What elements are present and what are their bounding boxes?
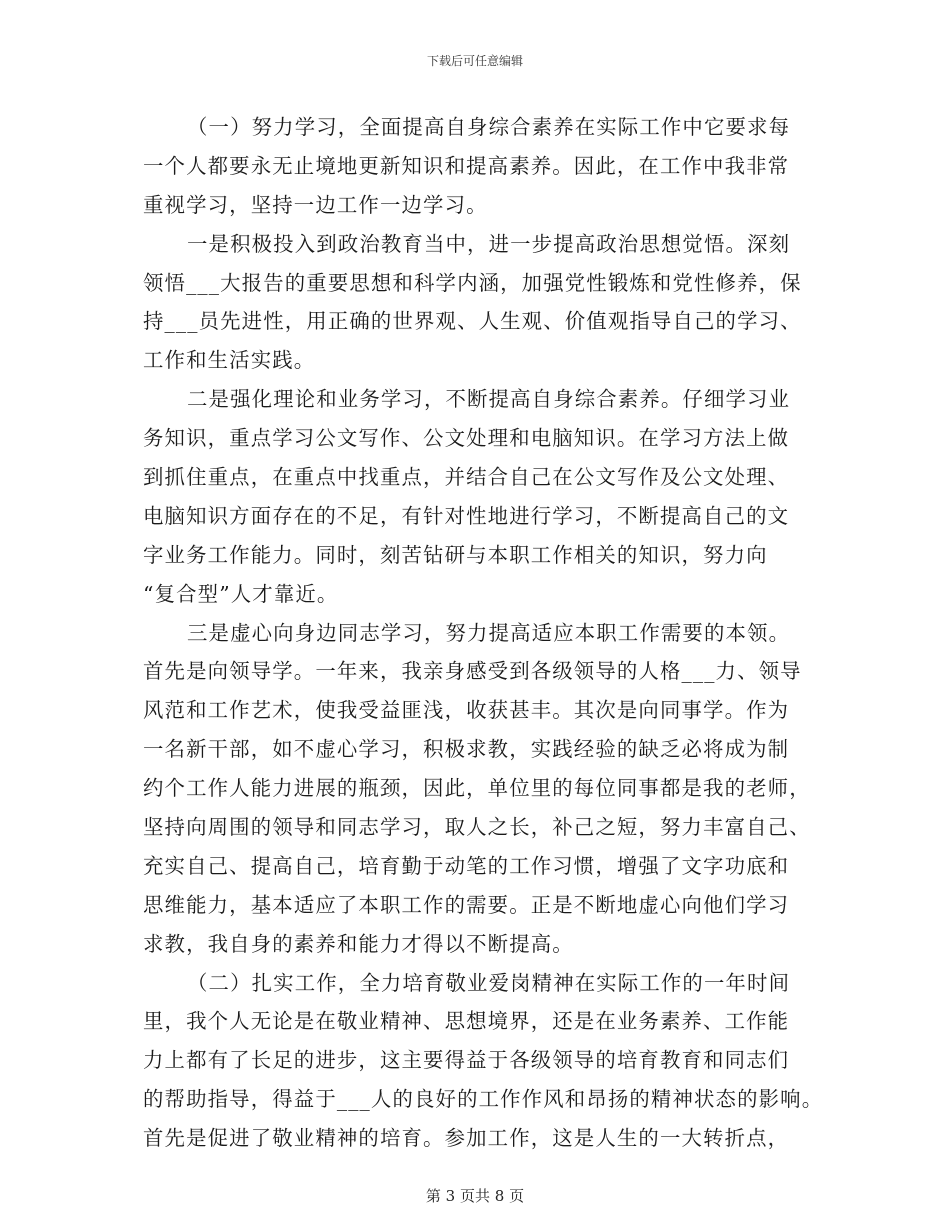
text-line: 里，我个人无论是在敬业精神、思想境界，还是在业务素养、工作能 (143, 1009, 790, 1034)
text-line: 一个人都要永无止境地更新知识和提高素养。因此，在工作中我非常 (143, 153, 790, 178)
text-line: 求教，我自身的素养和能力才得以不断提高。 (143, 931, 574, 956)
text-line: 到抓住重点，在重点中找重点，并结合自己在公文写作及公文处理、 (143, 465, 790, 490)
page-header: 下载后可任意编辑 (426, 54, 523, 68)
text-line: 二是强化理论和业务学习，不断提高自身综合素养。仔细学习业 (187, 387, 791, 412)
text-line: 领悟___大报告的重要思想和科学内涵，加强党性锻炼和党性修养，保 (143, 270, 802, 295)
text-line: 充实自己、提高自己，培育勤于动笔的工作习惯，增强了文字功底和 (143, 853, 790, 878)
text-line: 务知识，重点学习公文写作、公文处理和电脑知识。在学习方法上做 (143, 426, 790, 451)
text-line: 字业务工作能力。同时，刻苦钻研与本职工作相关的知识，努力向 (143, 542, 768, 567)
text-line: “复合型”人才靠近。 (143, 581, 339, 606)
text-line: 三是虚心向身边同志学习，努力提高适应本职工作需要的本领。 (187, 620, 791, 645)
text-line: 思维能力，基本适应了本职工作的需要。正是不断地虚心向他们学习 (143, 892, 790, 917)
text-line: 力上都有了长足的进步，这主要得益于各级领导的培育教育和同志们 (143, 1048, 790, 1073)
text-line: 一是积极投入到政治教育当中，进一步提高政治思想觉悟。深刻 (187, 231, 791, 256)
text-line: 电脑知识方面存在的不足，有针对性地进行学习，不断提高自己的文 (143, 503, 790, 528)
text-line: 一名新干部，如不虚心学习，积极求教，实践经验的缺乏必将成为制 (143, 737, 790, 762)
document-body (143, 108, 823, 1158)
text-line: 风范和工作艺术，使我受益匪浅，收获甚丰。其次是向同事学。作为 (143, 698, 790, 723)
text-line: 工作和生活实践。 (143, 348, 316, 373)
text-line: 持___员先进性，用正确的世界观、人生观、价值观指导自己的学习、 (143, 309, 802, 334)
text-line: 首先是向领导学。一年来，我亲身感受到各级领导的人格___力、领导 (143, 659, 802, 684)
text-line: （二）扎实工作，全力培育敬业爱岗精神在实际工作的一年时间 (187, 970, 791, 995)
text-line: 坚持向周围的领导和同志学习，取人之长，补己之短，努力丰富自己、 (143, 815, 811, 840)
text-line: 约个工作人能力进展的瓶颈，因此，单位里的每位同事都是我的老师， (143, 776, 811, 801)
text-line: 首先是促进了敬业精神的培育。参加工作，这是人生的一大转折点， (143, 1126, 790, 1151)
page-footer: 第 3 页共 8 页 (425, 1187, 525, 1205)
text-line: 的帮助指导，得益于___人的良好的工作作风和昂扬的精神状态的影响。 (143, 1087, 824, 1112)
text-line: （一）努力学习，全面提高自身综合素养在实际工作中它要求每 (187, 115, 791, 139)
text-line: 重视学习，坚持一边工作一边学习。 (143, 192, 488, 217)
